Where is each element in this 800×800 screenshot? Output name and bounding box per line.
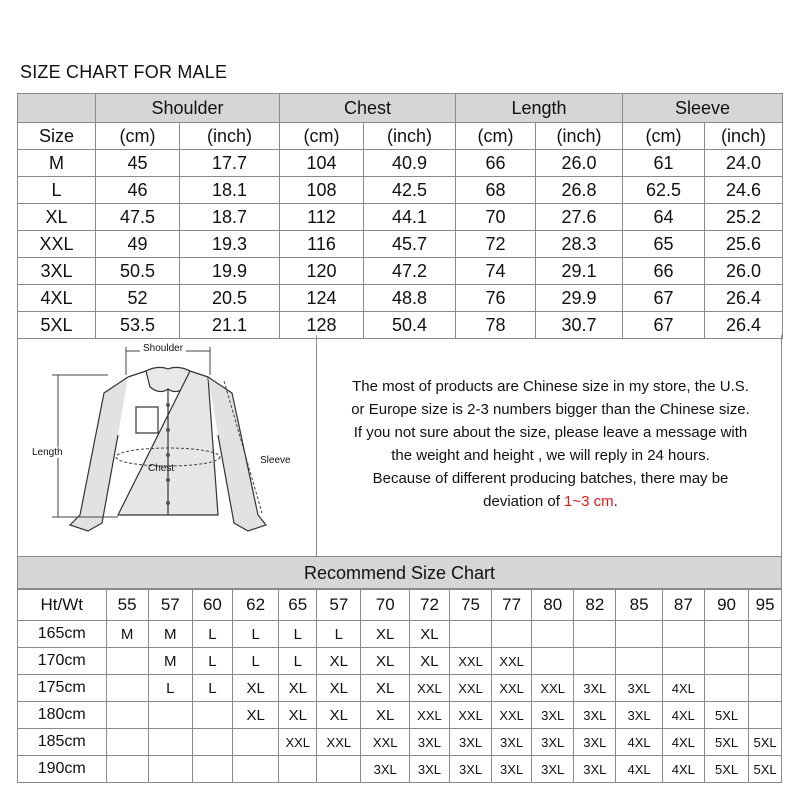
blank-corner [18, 94, 96, 123]
recommend-size-cell: 3XL [616, 675, 662, 702]
recommend-table [17, 589, 782, 783]
size-row [18, 258, 783, 285]
size-value: 61 [623, 150, 705, 177]
recommend-size-cell: XL [279, 675, 317, 702]
recommend-size-cell: L [192, 675, 232, 702]
height-label: 190cm [18, 756, 107, 783]
recommend-size-cell [106, 675, 148, 702]
recommend-size-cell [749, 621, 782, 648]
size-value: 24.0 [705, 150, 783, 177]
size-label: L [18, 177, 96, 204]
recommend-size-cell: L [192, 621, 232, 648]
size-value: 49 [96, 231, 180, 258]
size-value: 70 [456, 204, 536, 231]
recommend-size-cell: 3XL [449, 729, 491, 756]
size-value: 72 [456, 231, 536, 258]
size-value: 52 [96, 285, 180, 312]
recommend-size-cell: XXL [492, 702, 532, 729]
weight-header: 60 [192, 590, 232, 621]
size-value: 44.1 [364, 204, 456, 231]
recommend-size-cell [616, 621, 662, 648]
size-value: 67 [623, 285, 705, 312]
size-value: 26.0 [705, 258, 783, 285]
recommend-size-cell [232, 729, 278, 756]
size-value: 40.9 [364, 150, 456, 177]
size-value: 46 [96, 177, 180, 204]
deviation-value: 1~3 cm [564, 493, 614, 510]
size-label: 4XL [18, 285, 96, 312]
size-value: 29.1 [536, 258, 623, 285]
size-row [18, 150, 783, 177]
recommend-size-cell [749, 675, 782, 702]
size-value: 74 [456, 258, 536, 285]
height-label: 180cm [18, 702, 107, 729]
size-value: 18.1 [180, 177, 280, 204]
size-value: 128 [280, 312, 364, 339]
weight-header: 72 [409, 590, 449, 621]
recommend-size-cell: 4XL [662, 675, 704, 702]
recommend-row [18, 702, 782, 729]
height-label: 165cm [18, 621, 107, 648]
recommend-size-cell: L [232, 648, 278, 675]
weight-header: 82 [574, 590, 616, 621]
size-value: 47.5 [96, 204, 180, 231]
recommend-row [18, 756, 782, 783]
group-chest: Chest [280, 94, 456, 123]
weight-header: 87 [662, 590, 704, 621]
weight-header: 70 [361, 590, 409, 621]
recommend-row [18, 675, 782, 702]
recommend-size-cell: 4XL [662, 702, 704, 729]
recommend-size-cell: XXL [409, 702, 449, 729]
recommend-table-body [18, 621, 782, 783]
weight-header: 55 [106, 590, 148, 621]
recommend-size-cell: XL [317, 648, 361, 675]
note-line: Because of different producing batches, there may be [372, 470, 729, 487]
recommend-size-cell: 5XL [704, 756, 748, 783]
recommend-size-cell: 3XL [409, 729, 449, 756]
recommend-size-cell: XL [232, 702, 278, 729]
recommend-size-cell: 3XL [492, 756, 532, 783]
recommend-size-cell [662, 648, 704, 675]
unit-cm: (cm) [280, 123, 364, 150]
recommend-size-cell [662, 621, 704, 648]
recommend-title: Recommend Size Chart [17, 557, 782, 589]
height-label: 185cm [18, 729, 107, 756]
recommend-size-cell: L [232, 621, 278, 648]
size-value: 17.7 [180, 150, 280, 177]
recommend-size-cell: 4XL [616, 729, 662, 756]
size-value: 24.6 [705, 177, 783, 204]
recommend-size-cell: 3XL [574, 702, 616, 729]
recommend-size-cell [704, 621, 748, 648]
recommend-size-cell: 3XL [532, 756, 574, 783]
size-value: 108 [280, 177, 364, 204]
unit-inch: (inch) [364, 123, 456, 150]
size-value: 116 [280, 231, 364, 258]
recommend-size-cell: 3XL [574, 729, 616, 756]
recommend-size-cell: 4XL [616, 756, 662, 783]
recommend-size-cell [317, 756, 361, 783]
size-value: 19.3 [180, 231, 280, 258]
unit-inch: (inch) [536, 123, 623, 150]
recommend-size-cell: L [279, 621, 317, 648]
recommend-size-cell: XL [317, 675, 361, 702]
size-value: 26.4 [705, 285, 783, 312]
recommend-size-cell: M [148, 621, 192, 648]
recommend-size-cell: XXL [449, 648, 491, 675]
recommend-size-cell: 4XL [662, 756, 704, 783]
size-value: 28.3 [536, 231, 623, 258]
size-row [18, 204, 783, 231]
corner-label: Ht/Wt [18, 590, 107, 621]
weight-header: 80 [532, 590, 574, 621]
size-value: 66 [623, 258, 705, 285]
size-value: 20.5 [180, 285, 280, 312]
recommend-size-cell [279, 756, 317, 783]
recommend-size-cell: 3XL [616, 702, 662, 729]
recommend-size-cell: XXL [532, 675, 574, 702]
recommend-size-cell: L [148, 675, 192, 702]
recommend-size-cell [106, 702, 148, 729]
recommend-size-cell: 3XL [574, 756, 616, 783]
recommend-size-cell [449, 621, 491, 648]
note-line-deviation [318, 490, 783, 513]
size-label: XL [18, 204, 96, 231]
recommend-size-cell: 5XL [749, 756, 782, 783]
recommend-size-cell: 4XL [662, 729, 704, 756]
height-label: 170cm [18, 648, 107, 675]
weight-header: 62 [232, 590, 278, 621]
size-value: 64 [623, 204, 705, 231]
weight-header: 75 [449, 590, 491, 621]
size-value: 45.7 [364, 231, 456, 258]
size-value: 26.8 [536, 177, 623, 204]
recommend-size-cell: XL [361, 621, 409, 648]
size-value: 21.1 [180, 312, 280, 339]
recommend-size-cell [106, 729, 148, 756]
size-value: 104 [280, 150, 364, 177]
recommend-size-cell [704, 675, 748, 702]
size-label: 5XL [18, 312, 96, 339]
recommend-size-cell: 5XL [704, 702, 748, 729]
recommend-size-cell: M [106, 621, 148, 648]
recommend-size-cell [532, 621, 574, 648]
size-value: 53.5 [96, 312, 180, 339]
recommend-size-cell: 5XL [749, 729, 782, 756]
unit-cm: (cm) [623, 123, 705, 150]
recommend-size-cell [749, 648, 782, 675]
diagram-label-chest: Chest [148, 463, 175, 474]
size-value: 124 [280, 285, 364, 312]
recommend-size-cell [574, 621, 616, 648]
size-value: 48.8 [364, 285, 456, 312]
size-value: 76 [456, 285, 536, 312]
recommend-size-cell: XXL [492, 675, 532, 702]
size-value: 68 [456, 177, 536, 204]
weight-header: 57 [148, 590, 192, 621]
recommend-size-cell [232, 756, 278, 783]
recommend-size-cell [148, 729, 192, 756]
note-line: If you not sure about the size, please leave a message with [353, 424, 748, 441]
size-value: 18.7 [180, 204, 280, 231]
recommend-size-cell: XL [232, 675, 278, 702]
recommend-size-cell [574, 648, 616, 675]
recommend-size-cell: XL [361, 648, 409, 675]
size-value: 120 [280, 258, 364, 285]
recommend-size-cell [492, 621, 532, 648]
size-notes [318, 375, 783, 513]
recommend-size-cell [704, 648, 748, 675]
weight-header: 65 [279, 590, 317, 621]
size-value: 25.6 [705, 231, 783, 258]
recommend-size-cell: XXL [449, 702, 491, 729]
group-shoulder: Shoulder [96, 94, 280, 123]
recommend-size-cell: 3XL [361, 756, 409, 783]
recommend-size-cell: XXL [449, 675, 491, 702]
recommend-size-cell [192, 729, 232, 756]
deviation-prefix: deviation of [483, 493, 565, 510]
recommend-size-cell [192, 756, 232, 783]
section-divider [316, 335, 317, 556]
size-value: 25.2 [705, 204, 783, 231]
size-table-body [18, 150, 783, 339]
size-value: 42.5 [364, 177, 456, 204]
weight-header: 95 [749, 590, 782, 621]
recommend-size-cell: XL [361, 675, 409, 702]
recommend-size-cell: XXL [317, 729, 361, 756]
size-column-label: Size [18, 123, 96, 150]
size-value: 66 [456, 150, 536, 177]
recommend-size-cell [148, 702, 192, 729]
size-table-group-header [18, 94, 783, 123]
recommend-size-cell: XL [409, 621, 449, 648]
recommend-size-cell [148, 756, 192, 783]
size-value: 65 [623, 231, 705, 258]
size-value: 27.6 [536, 204, 623, 231]
recommend-row [18, 729, 782, 756]
size-value: 67 [623, 312, 705, 339]
shirt-outline-icon [18, 335, 316, 557]
recommend-size-cell: XXL [409, 675, 449, 702]
unit-inch: (inch) [705, 123, 783, 150]
note-line: the weight and height , we will reply in 24 hours. [391, 447, 710, 464]
recommend-weight-header [18, 590, 782, 621]
size-value: 112 [280, 204, 364, 231]
recommend-size-cell [106, 756, 148, 783]
recommend-size-cell: XL [317, 702, 361, 729]
recommend-size-cell: L [317, 621, 361, 648]
recommend-size-cell: M [148, 648, 192, 675]
group-length: Length [456, 94, 623, 123]
recommend-size-cell [192, 702, 232, 729]
size-value: 26.0 [536, 150, 623, 177]
weight-header: 90 [704, 590, 748, 621]
recommend-size-cell [106, 648, 148, 675]
recommend-size-cell: XXL [361, 729, 409, 756]
size-row [18, 177, 783, 204]
recommend-size-cell: XXL [492, 648, 532, 675]
recommend-size-cell: 5XL [704, 729, 748, 756]
recommend-size-cell: 3XL [409, 756, 449, 783]
diagram-label-sleeve: Sleeve [260, 455, 291, 466]
shirt-diagram [18, 335, 316, 557]
unit-cm: (cm) [96, 123, 180, 150]
size-value: 45 [96, 150, 180, 177]
deviation-suffix: . [613, 493, 618, 510]
note-line: The most of products are Chinese size in my store, the U.S. [352, 378, 749, 395]
recommend-size-cell: XL [361, 702, 409, 729]
size-value: 47.2 [364, 258, 456, 285]
size-value: 50.4 [364, 312, 456, 339]
size-row [18, 285, 783, 312]
recommend-size-cell: 3XL [492, 729, 532, 756]
size-value: 29.9 [536, 285, 623, 312]
group-sleeve: Sleeve [623, 94, 783, 123]
note-line: or Europe size is 2-3 numbers bigger than the Chinese size. [351, 401, 750, 418]
chart-title: SIZE CHART FOR MALE [20, 62, 228, 82]
weight-header: 77 [492, 590, 532, 621]
recommend-size-cell: 3XL [574, 675, 616, 702]
unit-cm: (cm) [456, 123, 536, 150]
size-label: 3XL [18, 258, 96, 285]
diagram-label-length: Length [32, 447, 63, 458]
unit-inch: (inch) [180, 123, 280, 150]
recommend-size-cell: L [279, 648, 317, 675]
recommend-size-cell [749, 702, 782, 729]
measurement-section [17, 335, 782, 557]
size-value: 50.5 [96, 258, 180, 285]
recommend-size-cell: XL [279, 702, 317, 729]
weight-header: 57 [317, 590, 361, 621]
size-table-unit-header [18, 123, 783, 150]
diagram-label-shoulder: Shoulder [140, 343, 186, 354]
height-label: 175cm [18, 675, 107, 702]
size-label: M [18, 150, 96, 177]
size-value: 30.7 [536, 312, 623, 339]
size-value: 19.9 [180, 258, 280, 285]
size-row [18, 231, 783, 258]
recommend-row [18, 621, 782, 648]
size-value: 26.4 [705, 312, 783, 339]
recommend-size-cell [532, 648, 574, 675]
recommend-row [18, 648, 782, 675]
size-label: XXL [18, 231, 96, 258]
recommend-size-cell: 3XL [532, 729, 574, 756]
recommend-size-cell: 3XL [532, 702, 574, 729]
size-value: 62.5 [623, 177, 705, 204]
weight-header: 85 [616, 590, 662, 621]
recommend-size-cell: 3XL [449, 756, 491, 783]
size-table [17, 93, 783, 339]
recommend-size-cell: XXL [279, 729, 317, 756]
recommend-size-cell: XL [409, 648, 449, 675]
recommend-size-cell [616, 648, 662, 675]
recommend-size-cell: L [192, 648, 232, 675]
size-value: 78 [456, 312, 536, 339]
